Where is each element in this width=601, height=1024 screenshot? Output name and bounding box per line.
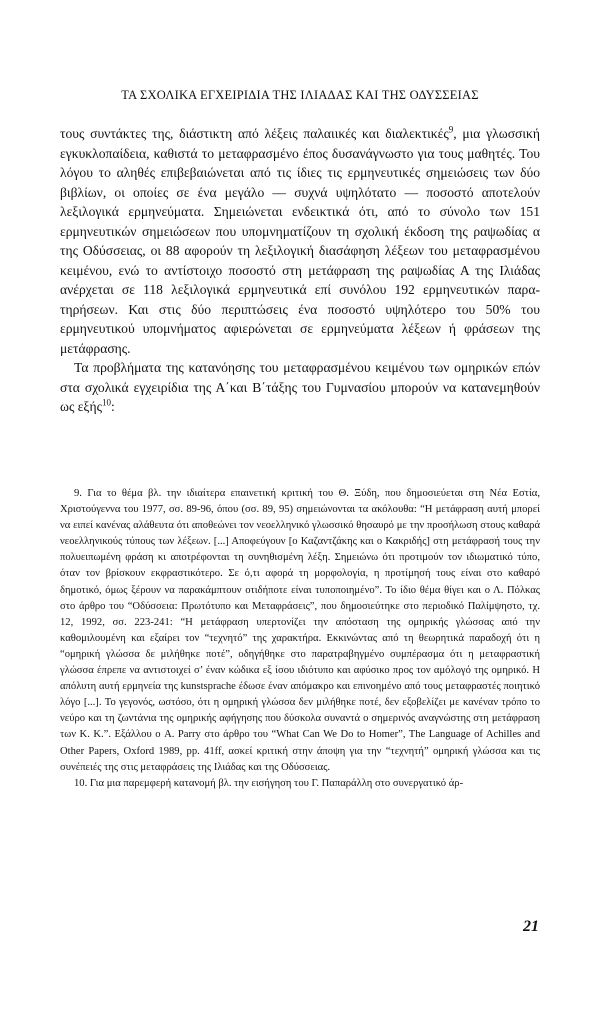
body-text [60, 124, 540, 417]
footnote-ref-10: 10 [102, 397, 111, 408]
paragraph-1-text-a: τους συντάκτες της, διάστικτη από λέξεις παλαιικές και διαλεκτικές [60, 126, 449, 141]
footnote-ref-9: 9 [448, 124, 454, 135]
running-head: ΤΑ ΣΧΟΛΙΚΑ ΕΓΧΕΙΡΙΔΙΑ ΤΗΣ ΙΛΙΑΔΑΣ ΚΑΙ ΤΗΣ ΟΔΥΣΣΕΙΑΣ [121, 88, 479, 102]
paragraph-2-text-b: : [111, 399, 115, 414]
page-number: 21 [523, 918, 539, 935]
paragraph-2-text-a: Τα προβλήματα της κατανόησης του μεταφρασμένου κειμένου των ομηρικών επών στα σχολικά εγχειρίδια της Α΄και Β΄τάξης του Γυμνασίου μπορούν να κατανεμηθούν ως εξής [60, 360, 540, 414]
paragraph-1-text-b: , μια γλωσσική εγκυκλοπαίδεια, καθιστά το μεταφρασμένο έπος δυσανάγνωστο για τους μαθητές. Του λόγου το αληθές επιβεβαιώνεται από τις ίδιες τις ερμηνευτικές σημειώσεις των δύο βιβλίων, οι οποίες σε ένα μεγάλο — συχνά υψηλότατο — ποσοστό αποτελούν λεξιλογικά ερμηνεύματα. Σημειώνεται ενδεικτικά ότι, από το σύνολο των 151 ερμηνευτικών σημειώσεων που υπομνηματίζουν τη σχολική έκδοση της ραψωδίας α της Οδύσσειας, οι 88 αφορούν τη λεξιλογική διασάφηση λέξεων του μεταφρασμένου κειμένου, ενώ το αντίστοιχο ποσοστό στη μετάφραση της ραψωδίας Α της Ιλιάδας ανέρχεται σε 118 λεξιλογικά ερμηνευτικά επί συνόλου 192 ερμηνευτικών παρατηρήσεων. Και στις δύο περιπτώσεις ένα ποσοστό υψηλότερο του 50% του ερμηνευτικού υπομνήματος αφιερώνεται σε ερμηνεύματα λέξεων ή φράσεων της μετάφρασης. [60, 126, 540, 356]
footnote-9: 9. Για το θέμα βλ. την ιδιαίτερα επαινετική κριτική του Θ. Ξύδη, που δημοσιεύεται στη Νέα Εστία, Χριστούγεννα του 1977, σσ. 89-96, όπου (σσ. 89, 95) σημειώνονται τα ακόλουθα: “Η μετάφραση αυτή μπορεί να ειπεί κανένας αλάθευτα ότι αποθεώνει τον νεοελληνικό γλωσσικό θησαυρό με την προσήλωση στους καθαρά νεοελληνικούς τύπους των λέξεων. [...] Αποφεύγουν [ο Καζαντζάκης και ο Κακριδής] στη μετάφρασή τους την πολυειπωμένη φράση κι αποτρέφονται τη συνηθισμένη λέξη. Σημειώνω ότι προτιμούν τον ιδιωματικό τύπο, όταν τον βρίσκουν εκφραστικότερο. Σε ό,τι αφορά τη μορφολογία, η προτίμησή τους είναι στο καθαρό δημοτικό, όμως ξέρουν να παρακάμπτουν οτιδήποτε είναι τυποποιημένο”. Το ίδιο θέμα θίγει και ο Λ. Πόλκας στο άρθρο του “Οδύσσεια: Πρωτότυπο και Μεταφράσεις”, που δημοσιεύτηκε στο περιοδικό Παλίμψηστο, τχ. 12, 1992, σσ. 223-241: “Η μετάφραση υπερτονίζει την απόσταση της ομηρικής γλώσσας από την καθομιλουμένη και εξαίρει τον “τεχνητό” της χαρακτήρα. Εκκινώντας από τη θεωρητικά παραδοχή ότι η “ομηρική γλώσσα δε μιλήθηκε ποτέ”, οδηγήθηκε στο παρατραβηγμένο συμπέρασμα ότι η μεταφραστική γλώσσα έπρεπε να αντιστοιχεί σ’ έναν κώδικα εξ ίσου ιδιότυπο και αφύσικο προς τον αμόλογό της ομηρικό. Η απόλυτη αυτή ερμηνεία της kunstsprache έδωσε έναν απόμακρο και επινοημένο από τους μεταφραστές ποιητικό λόγο [...]. Το γεγονός, ωστόσο, ότι η ομηρική γλώσσα δεν μιλήθηκε ποτέ, δεν εξοβελίζει με κανέναν τρόπο το νεύρο και τη ζωντάνια της ομηρικής αφήγησης που δύσκολα συναντά ο σημερινός αναγνώστης στη μετάφραση των Κ. Κ.”. Εξάλλου ο A. Parry στο άρθρο του “What Can We Do to Homer”, The Language of Achilles and Other Papers, Oxford 1989, pp. 41ff, ασκεί κριτική στην άποψη για την “τεχνητή” ομηρική γλώσσα και τις συνέπειές της στις μεταφράσεις της Ιλιάδας και της Οδύσσειας. [60, 488, 540, 773]
paragraph-1 [60, 124, 540, 358]
footnotes [60, 486, 540, 792]
footnote-10: 10. Για μια παρεμφερή κατανομή βλ. την εισήγηση του Γ. Παπαράλλη στο συνεργατικό άρ- [74, 777, 464, 789]
paragraph-2 [60, 358, 540, 417]
